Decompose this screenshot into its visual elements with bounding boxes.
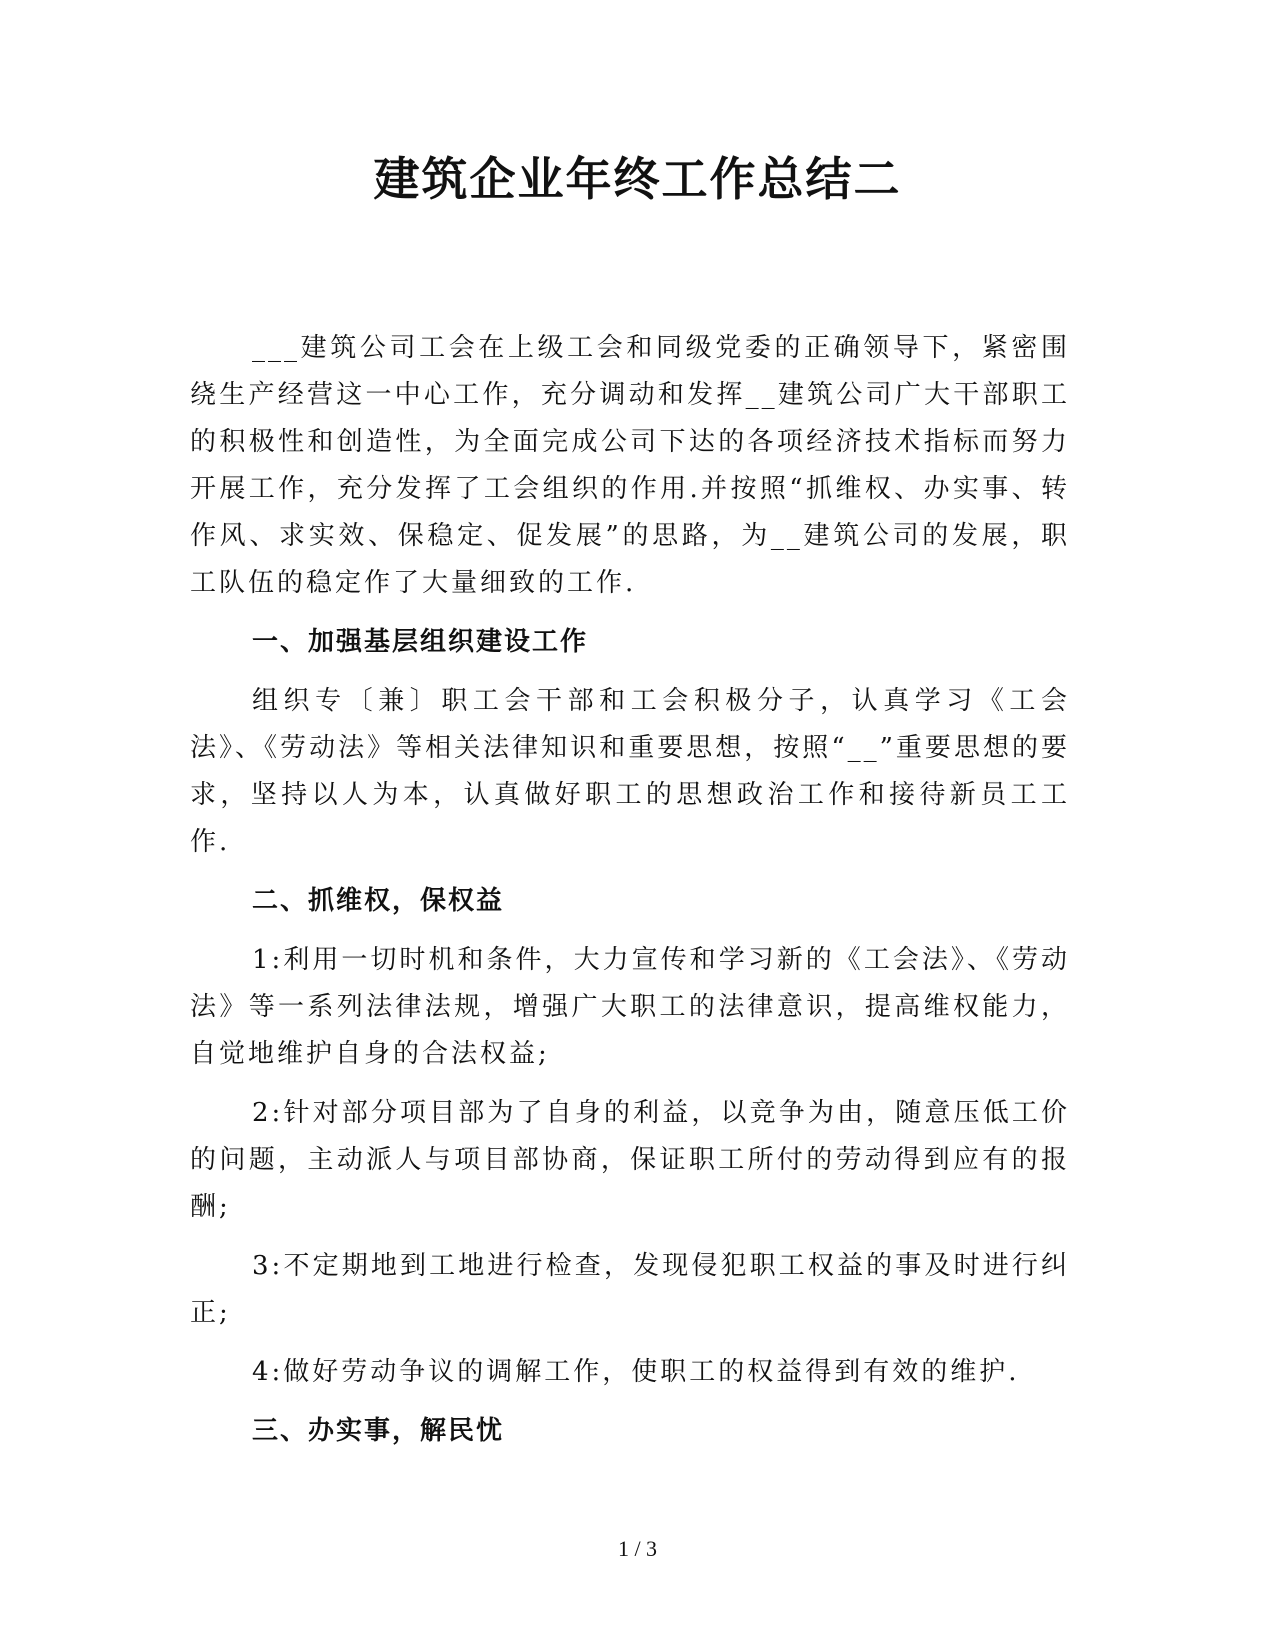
section-2-item-1: 1:利用一切时机和条件，大力宣传和学习新的《工会法》、《劳动法》等一系列法律法规，增强广大职工的法律意识，提高维权能力，自觉地维护自身的合法权益;	[190, 945, 1070, 1069]
section-heading-1: 一、加强基层组织建设工作	[252, 627, 589, 657]
section-2-item-3: 3:不定期地到工地进行检查，发现侵犯职工权益的事及时进行纠正;	[190, 1251, 1070, 1328]
document-title: 建筑企业年终工作总结二	[373, 152, 902, 206]
section-2-item-2: 2:针对部分项目部为了自身的利益，以竞争为由，随意压低工价的问题，主动派人与项目部协商，保证职工所付的劳动得到应有的报酬;	[190, 1098, 1070, 1222]
document-body	[190, 325, 1070, 1467]
intro-paragraph: ___建筑公司工会在上级工会和同级党委的正确领导下，紧密围绕生产经营这一中心工作，充分调动和发挥__建筑公司广大干部职工的积极性和创造性，为全面完成公司下达的各项经济技术指标而努力开展工作，充分发挥了工会组织的作用.并按照“抓维权、办实事、转作风、求实效、保稳定、促发展”的思路，为__建筑公司的发展，职工队伍的稳定作了大量细致的工作.	[190, 333, 1070, 598]
page-number: 1 / 3	[617, 1536, 658, 1561]
section-1-paragraph: 组织专〔兼〕职工会干部和工会积极分子，认真学习《工会法》、《劳动法》等相关法律知识和重要思想，按照“__”重要思想的要求，坚持以人为本，认真做好职工的思想政治工作和接待新员工工作.	[190, 686, 1070, 857]
section-heading-3: 三、办实事，解民忧	[252, 1416, 505, 1446]
section-2-item-4: 4:做好劳动争议的调解工作，使职工的权益得到有效的维护.	[252, 1357, 1020, 1387]
section-heading-2: 二、抓维权，保权益	[252, 886, 505, 916]
